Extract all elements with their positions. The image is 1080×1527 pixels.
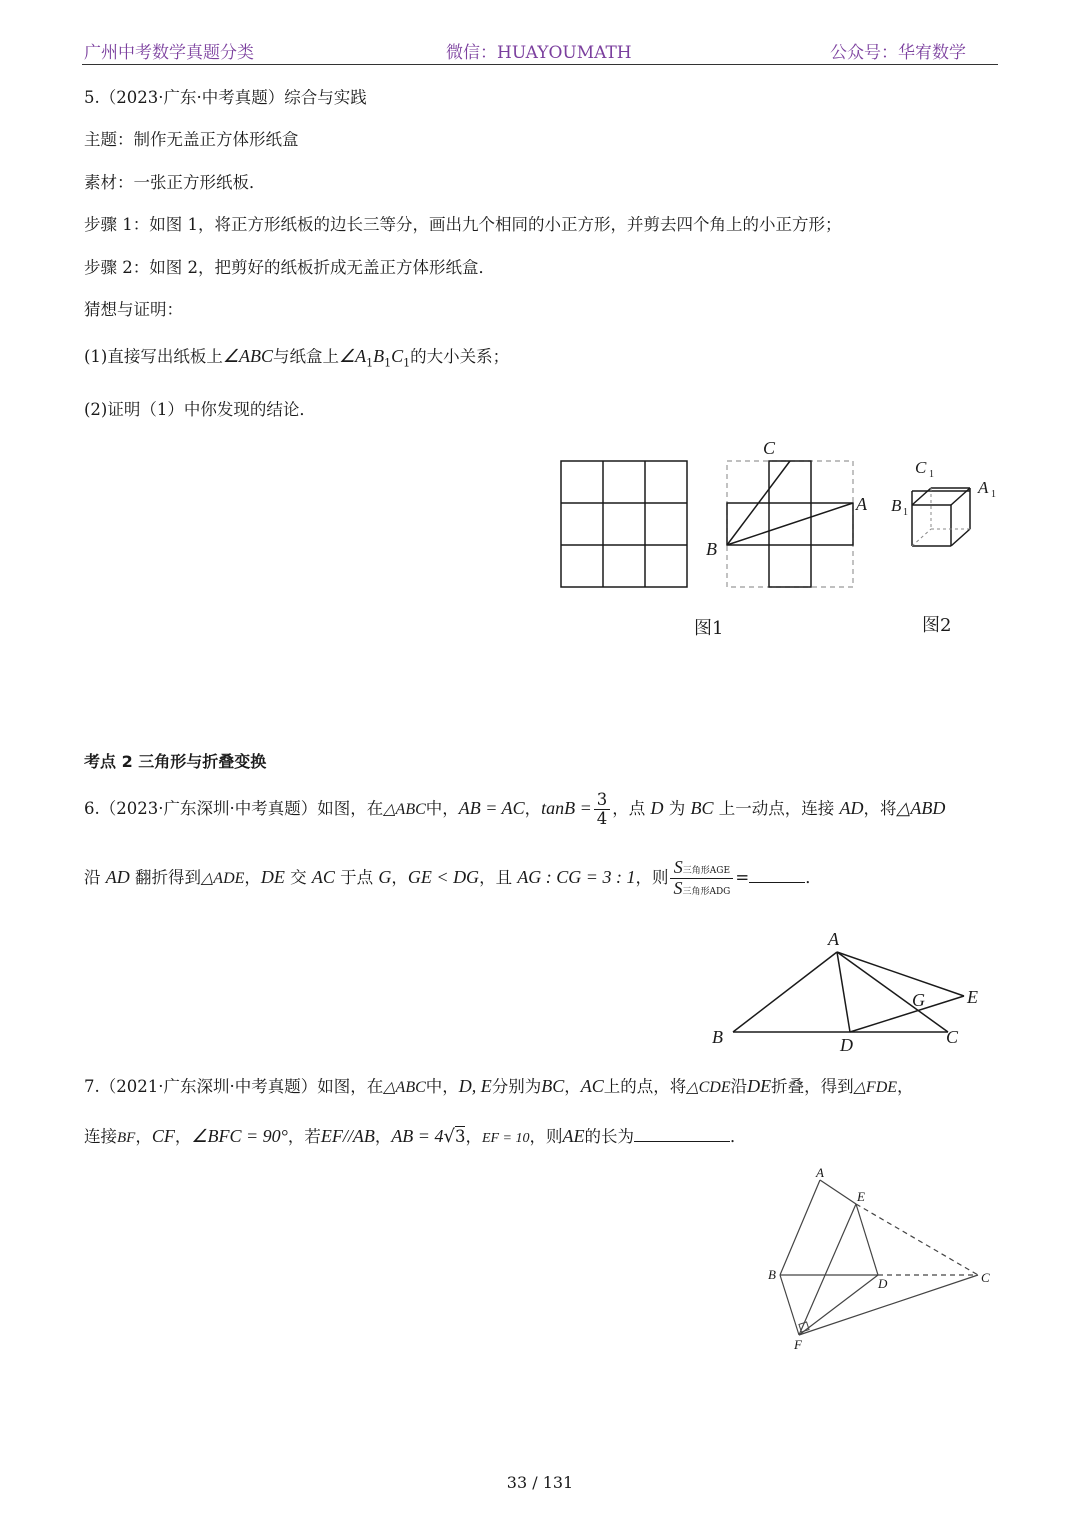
q7-label-c: C <box>981 1270 990 1285</box>
figure2-cube <box>885 455 1015 565</box>
q6-label-d: D <box>840 1035 853 1055</box>
q6-label-c: C <box>946 1027 959 1047</box>
figure2-caption: 图2 <box>922 615 952 636</box>
q5-material: 素材：一张正方形纸板． <box>84 173 266 192</box>
tan-fraction: $\frac{3}{4}$ <box>594 791 611 828</box>
q5-theme: 主题：制作无盖正方体形纸盒 <box>84 130 299 149</box>
q7-label-f: F <box>794 1337 802 1352</box>
label-c1: C <box>915 458 927 477</box>
q6-line1: 6.（2023·广东深圳·中考真题）如图，在△ABC中，AB = AC，tanB = $\frac{3}{4}$ ，点 D 为 BC 上一动点，连接 AD，将△ABD <box>84 789 946 828</box>
figure1-grid <box>560 460 690 590</box>
figure1-caption: 图1 <box>694 618 724 639</box>
area-ratio-fraction: $\frac{\text{S三角形AGE}}{\text{S三角形ADG}}$ <box>670 858 733 899</box>
q5-guess: 猜想与证明： <box>84 300 183 319</box>
label-b1: B <box>891 496 902 515</box>
header-right: 公众号：华宥数学 <box>830 43 966 63</box>
header-center: 微信：HUAYOUMATH <box>446 43 632 63</box>
page-number: 33 / 131 <box>506 1473 574 1492</box>
q7-label-b: B <box>768 1267 776 1282</box>
label-a1-sub: 1 <box>991 489 996 500</box>
q6-label-g: G <box>912 990 925 1010</box>
q6-answer-blank <box>749 868 805 883</box>
label-b1-sub: 1 <box>903 507 908 518</box>
q7-label-a: A <box>816 1165 824 1180</box>
segment-ba <box>727 503 853 545</box>
q7-line2: 连接BF，CF，∠BFC = 90°，若EF//AB，AB = 4√3，EF = 10，则AE的长为 ． <box>84 1126 747 1147</box>
q5-part2: (2)证明（1）中你发现的结论． <box>84 400 316 419</box>
q7-label-e: E <box>857 1189 865 1204</box>
header-left: 广州中考数学真题分类 <box>84 43 254 63</box>
q6-figure <box>700 925 1000 1055</box>
label-a: A <box>856 494 867 514</box>
q6-line2: 沿 AD 翻折得到△ADE，DE 交 AC 于点 G，GE < DG，且 AG : CG = 3 : 1，则 $\frac{\text{S三角形AGE}}{\text{S三角形ADG}}$ = ． <box>84 857 822 898</box>
q7-figure <box>760 1165 1000 1355</box>
q5-step2: 步骤 2：如图 2，把剪好的纸板折成无盖正方体形纸盒． <box>84 258 495 277</box>
header-divider <box>82 64 998 65</box>
q7-answer-blank <box>634 1127 730 1142</box>
section2-title: 考点 2 三角形与折叠变换 <box>84 752 267 771</box>
q6-label-e: E <box>967 987 978 1007</box>
q6-label-a: A <box>828 929 839 949</box>
label-c: C <box>763 438 776 458</box>
label-b: B <box>706 539 717 559</box>
q7-line1: 7.（2021·广东深圳·中考真题）如图，在△ABC中，D, E分别为BC，AC上的点，将△CDE沿DE折叠，得到△FDE， <box>84 1076 914 1096</box>
q5-part1: (1)直接写出纸板上∠ABC与纸盒上$\angle A_1B_1C_1$的大小关系； <box>84 346 510 370</box>
q7-label-d: D <box>878 1276 888 1291</box>
q6-label-b: B <box>712 1027 723 1047</box>
label-a1: A <box>978 478 989 497</box>
figure1-net <box>700 435 880 595</box>
label-c1-sub: 1 <box>929 469 934 480</box>
q5-title: 5.（2023·广东·中考真题）综合与实践 <box>84 88 367 107</box>
q5-step1: 步骤 1：如图 1，将正方形纸板的边长三等分，画出九个相同的小正方形，并剪去四个角上的小正方形； <box>84 215 842 234</box>
